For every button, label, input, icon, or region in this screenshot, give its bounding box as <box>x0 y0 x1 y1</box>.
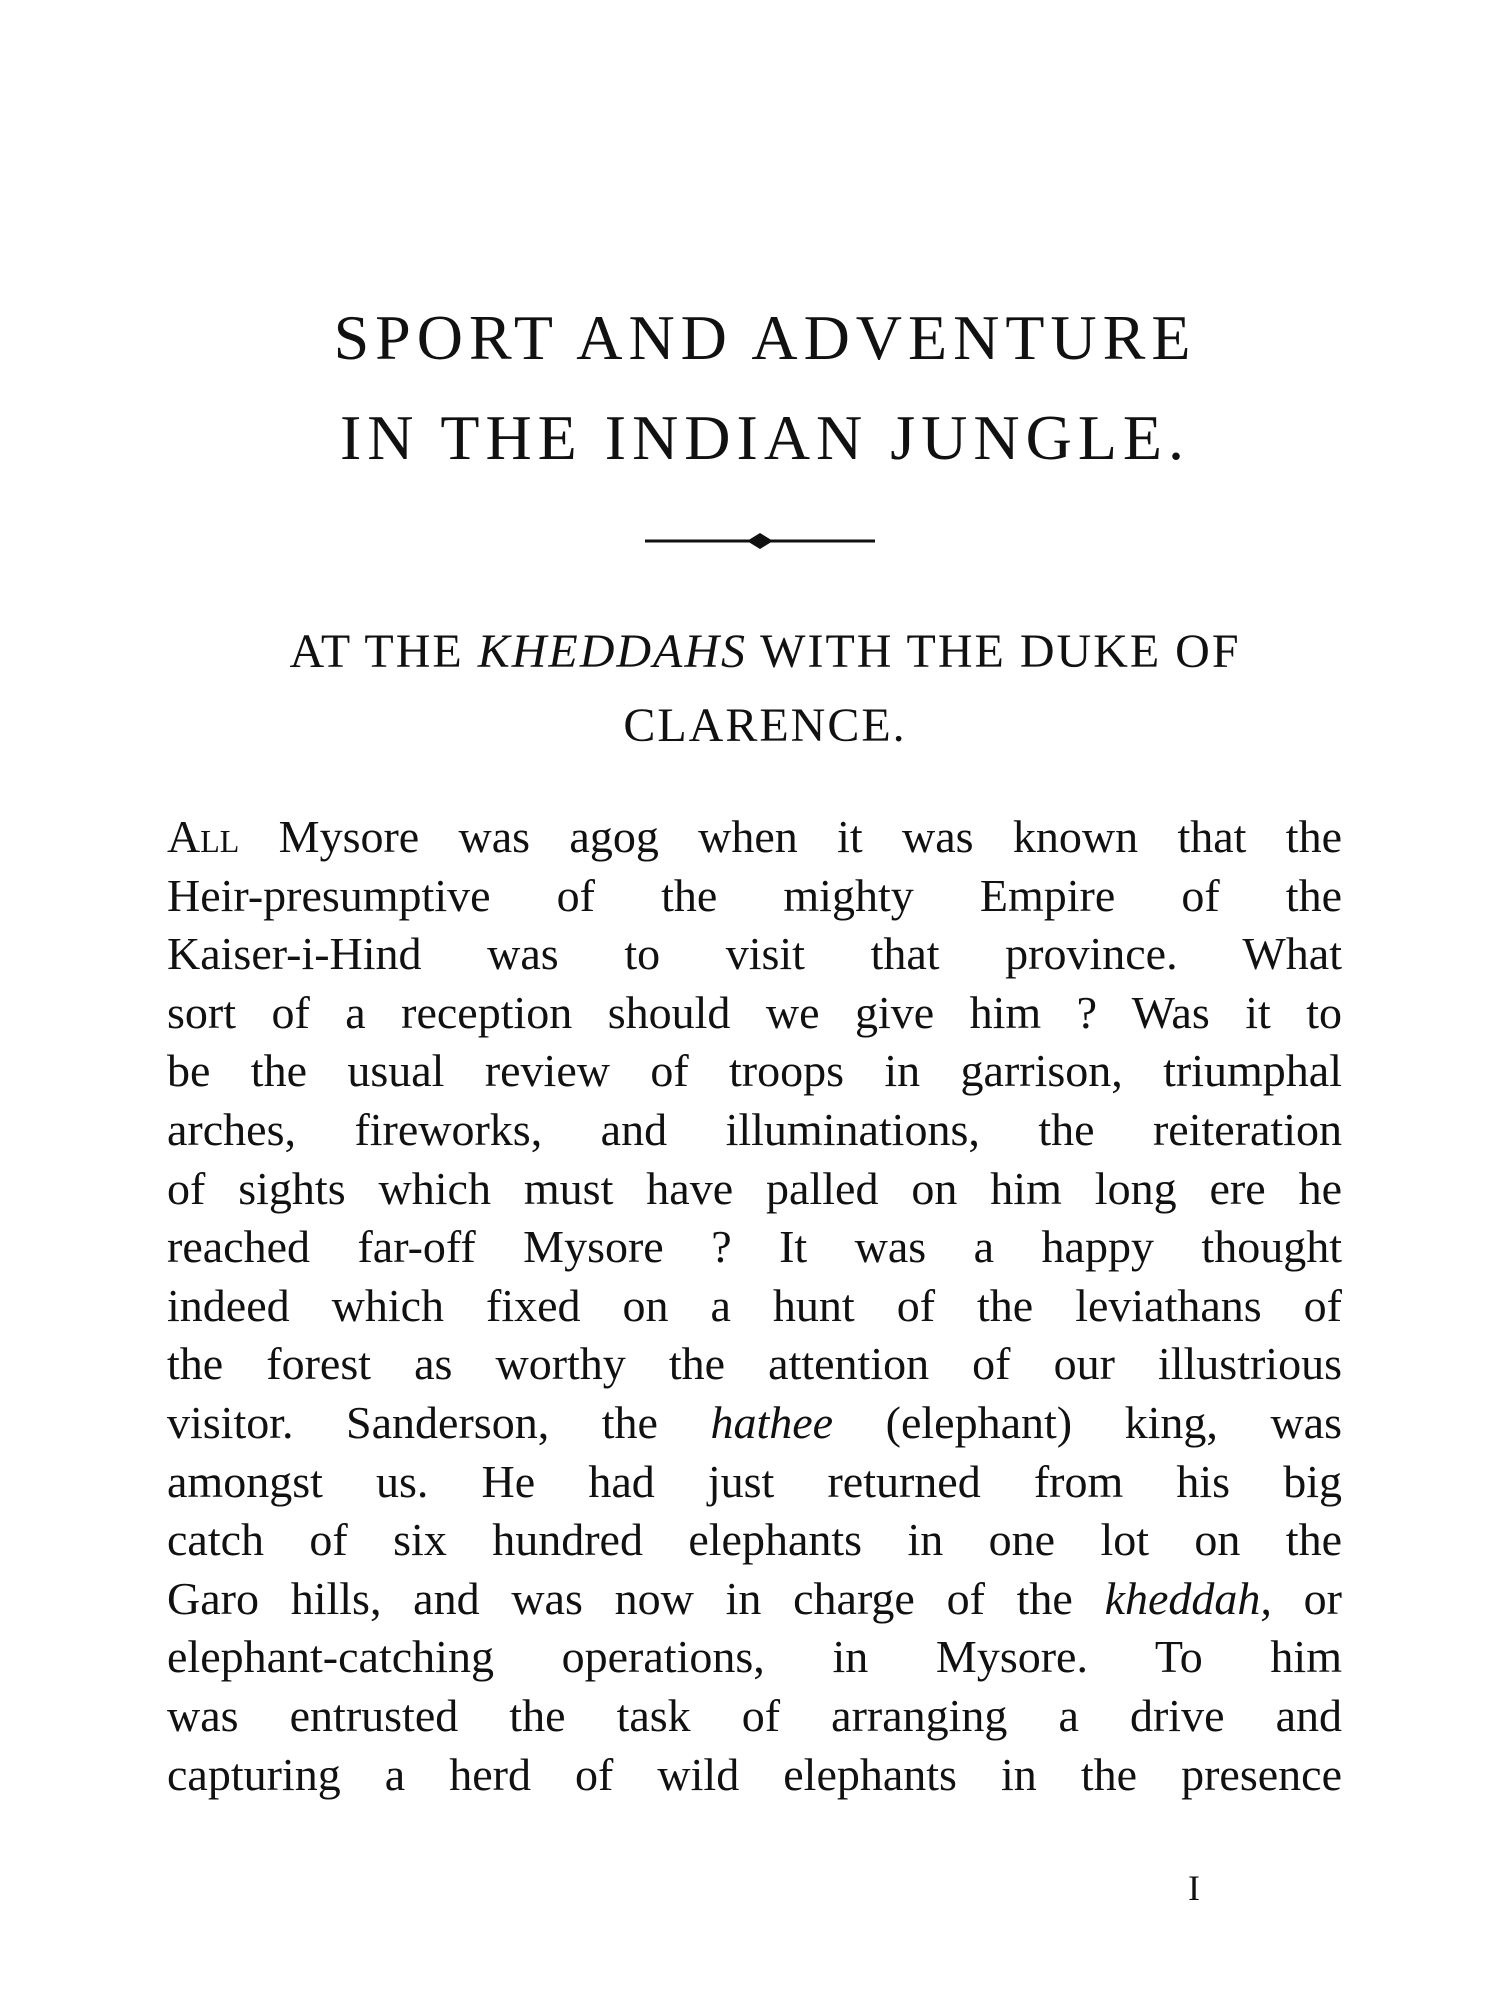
drop-smallcaps: All <box>167 811 240 862</box>
text-line-4: sort of a reception should we give him ? Was it to <box>167 986 1342 1038</box>
text-line-5: be the usual review of troops in garrison, triumphal <box>167 1045 1342 1097</box>
book-title-line-1: SPORT AND ADVENTURE <box>333 302 1197 373</box>
italic-term: kheddah, <box>1104 1572 1272 1624</box>
text-line-7: of sights which must have palled on him long ere he <box>167 1162 1342 1214</box>
text-run: visitor. Sanderson, the <box>167 1396 711 1448</box>
text-line-13: catch of six hundred elephants in one lot on the <box>167 1514 1342 1566</box>
ornamental-rule <box>645 526 875 556</box>
text-line-9: indeed which fixed on a hunt of the leviathans of <box>167 1279 1342 1331</box>
text-line-14 <box>167 1570 1342 1629</box>
text-run: Garo hills, and was now in charge of the <box>167 1572 1105 1624</box>
text-line-17: capturing a herd of wild elephants in the presence <box>167 1748 1342 1800</box>
text-run: (elephant) king, was <box>833 1396 1342 1448</box>
text-run: or <box>1271 1572 1342 1624</box>
body-paragraph <box>167 808 1342 1804</box>
chapter-heading-prefix: AT THE <box>289 625 478 678</box>
text-line-10: the forest as worthy the attention of our illustrious <box>167 1338 1342 1390</box>
text-line-8: reached far-off Mysore ? It was a happy thought <box>167 1221 1342 1273</box>
text-line-3: Kaiser-i-Hind was to visit that province. What <box>167 928 1342 980</box>
book-title <box>150 288 1380 488</box>
italic-term: hathee <box>710 1396 834 1448</box>
text-line-2: Heir-presumptive of the mighty Empire of the <box>167 869 1342 921</box>
chapter-heading <box>160 615 1370 763</box>
text-line-12: amongst us. He had just returned from his big <box>167 1455 1342 1507</box>
text-run: Mysore was agog when it was known that the <box>239 811 1342 862</box>
text-line-6: arches, fireworks, and illuminations, the reiteration <box>167 1103 1342 1155</box>
chapter-heading-italic: KHEDDAHS <box>477 625 748 678</box>
text-line-11 <box>167 1394 1342 1453</box>
chapter-heading-suffix: WITH THE DUKE OF CLARENCE. <box>623 625 1241 752</box>
text-line-15: elephant-catching operations, in Mysore. To him <box>167 1631 1342 1683</box>
page-number: I <box>1188 1868 1200 1908</box>
book-title-line-2: IN THE INDIAN JUNGLE. <box>339 402 1191 473</box>
text-line-16: was entrusted the task of arranging a drive and <box>167 1689 1342 1741</box>
text-line-1 <box>167 808 1342 867</box>
